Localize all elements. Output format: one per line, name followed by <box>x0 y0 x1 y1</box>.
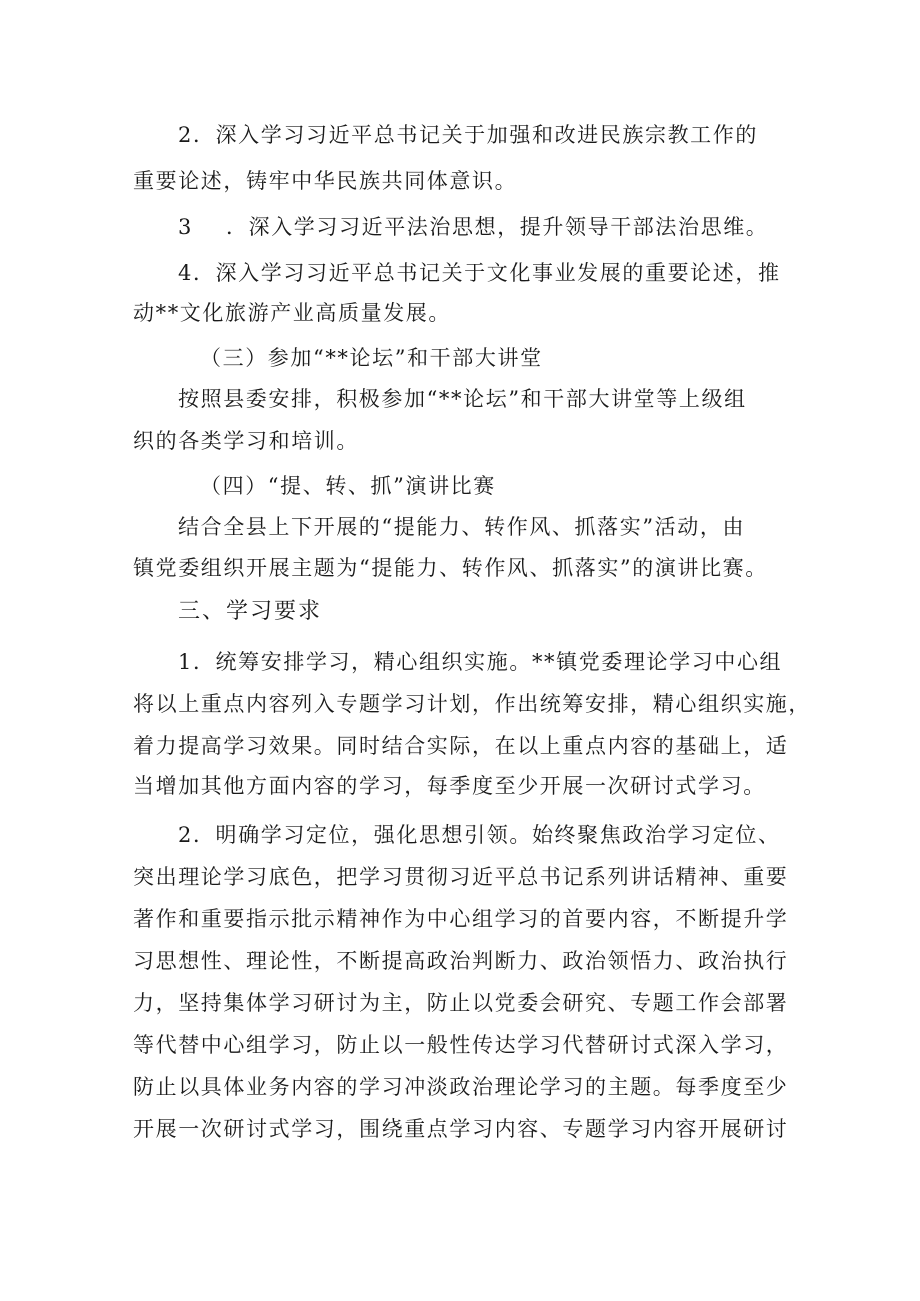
section-three-line-1: 按照县委安排，积极参加“**论坛”和干部大讲堂等上级组 <box>178 387 747 411</box>
req-2-line-5: 力，坚持集体学习研讨为主，防止以党委会研究、专题工作会部署 <box>133 991 789 1015</box>
item-2-number: 2 <box>178 123 193 147</box>
req-2-line-2: 突出理论学习底色，把学习贯彻习近平总书记系列讲话精神、重要 <box>133 865 789 889</box>
item-4-line-2: 动**文化旅游产业高质量发展。 <box>133 301 451 325</box>
req-2-line-8: 开展一次研讨式学习，围绕重点学习内容、专题学习内容开展研讨 <box>133 1117 789 1141</box>
req-2-line-1: 2．明确学习定位，强化思想引领。始终聚焦政治学习定位、 <box>178 823 781 847</box>
section-four-title: （四）“提、转、抓”演讲比赛 <box>200 474 496 498</box>
item-4-number: 4 <box>178 261 193 285</box>
part-three-heading: 三、学习要求 <box>178 599 323 624</box>
req-1-line-4: 当增加其他方面内容的学习，每季度至少开展一次研讨式学习。 <box>133 774 766 798</box>
req-2-line-4: 习思想性、理论性，不断提高政治判断力、政治领悟力、政治执行 <box>133 949 789 973</box>
section-three-title: （三）参加“**论坛”和干部大讲堂 <box>200 346 543 370</box>
req-1-line-2: 将以上重点内容列入专题学习计划，作出统筹安排，精心组织实施， <box>133 692 811 716</box>
section-three-line-2: 织的各类学习和培训。 <box>133 429 359 453</box>
section-four-line-2: 镇党委组织开展主题为“提能力、转作风、抓落实”的演讲比赛。 <box>133 556 768 580</box>
section-four-line-1: 结合全县上下开展的“提能力、转作风、抓落实”活动，由 <box>178 515 746 539</box>
item-3-line-1: 3 ．深入学习习近平法治思想，提升领导干部法治思维。 <box>178 212 858 242</box>
item-4-line-1: 4．深入学习习近平总书记关于文化事业发展的重要论述，推 <box>178 261 781 285</box>
item-2-line-1: 2．深入学习习近平总书记关于加强和改进民族宗教工作的 <box>178 123 758 147</box>
req-2-line-3: 著作和重要指示批示精神作为中心组学习的首要内容，不断提升学 <box>133 907 789 931</box>
req-1-line-1: 1．统筹安排学习，精心组织实施。**镇党委理论学习中心组 <box>178 650 783 674</box>
item-2-line-2: 重要论述，铸牢中华民族共同体意识。 <box>133 169 518 193</box>
req-2-line-7: 防止以具体业务内容的学习冲淡政治理论学习的主题。每季度至少 <box>133 1075 789 1099</box>
item-3-number: 3 <box>178 215 193 239</box>
req-2-line-6: 等代替中心组学习，防止以一般性传达学习代替研讨式深入学习， <box>133 1033 789 1057</box>
req-1-line-3: 着力提高学习效果。同时结合实际，在以上重点内容的基础上，适 <box>133 734 789 758</box>
